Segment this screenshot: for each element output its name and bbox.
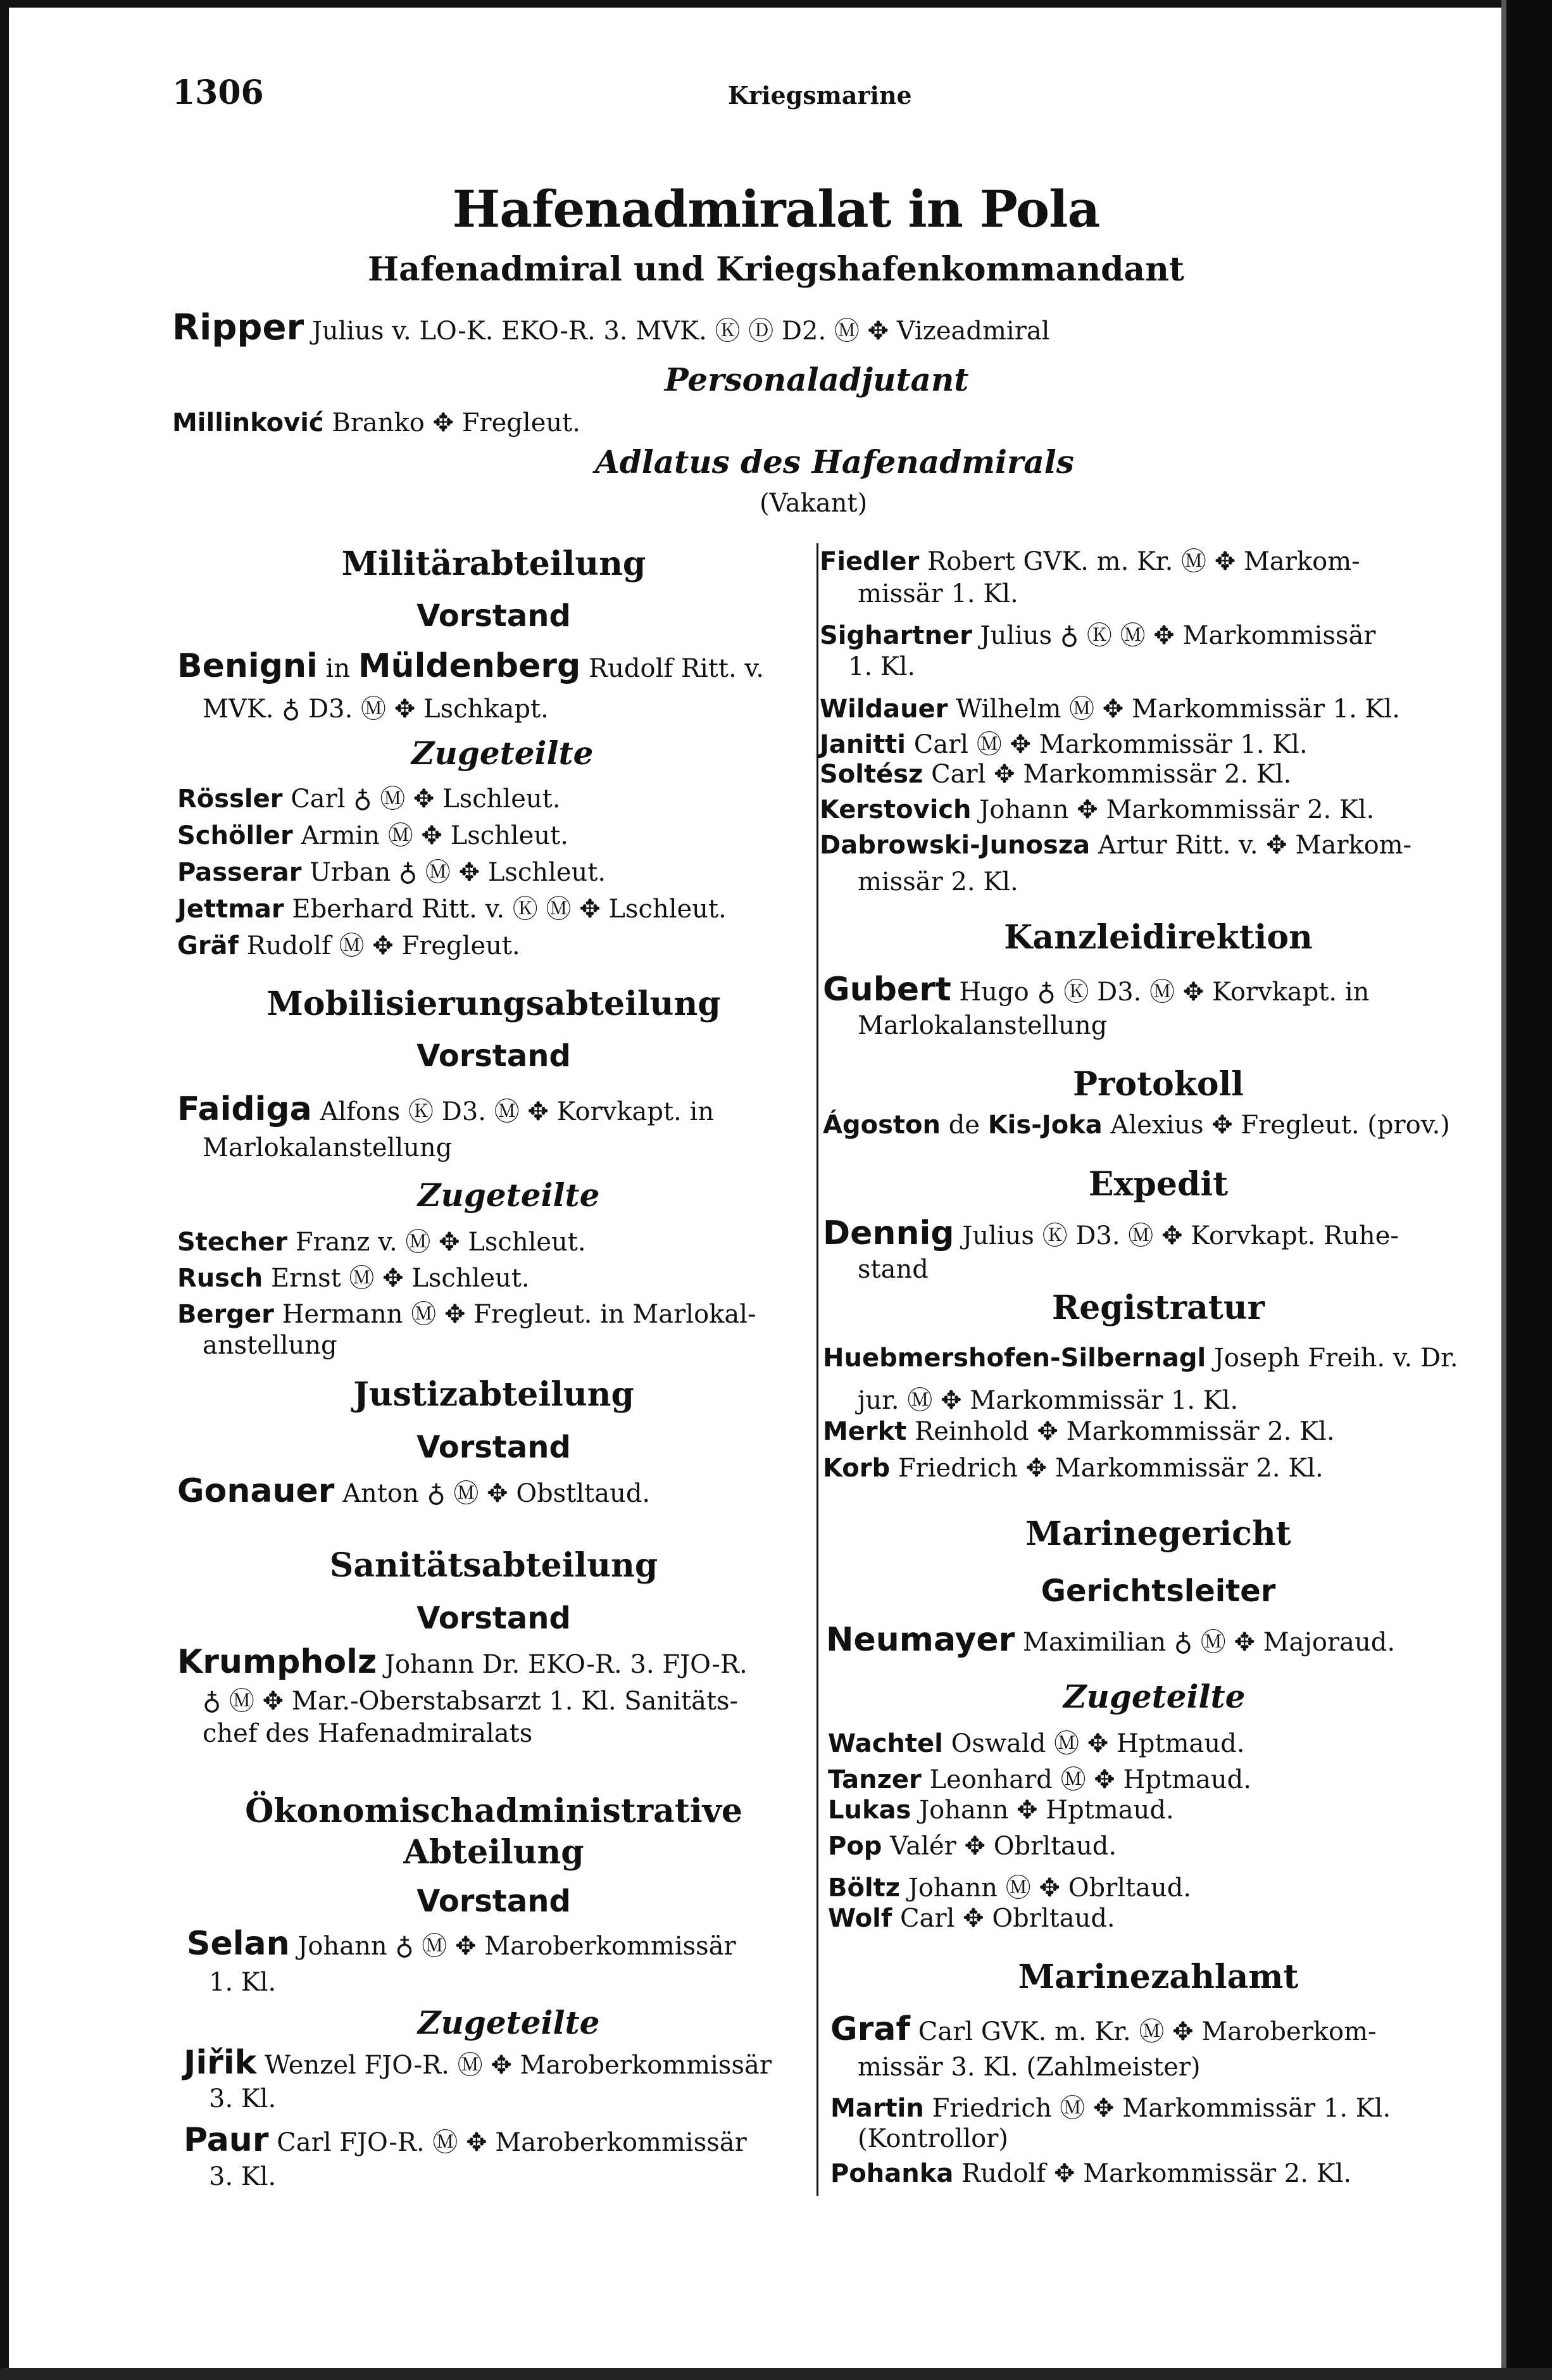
marinegericht-member-surname: Tanzer	[828, 1765, 922, 1794]
fiedler-line1	[820, 541, 1360, 577]
marinegericht-member-details: Johann ✥ Hptmaud.	[919, 1796, 1174, 1825]
registratur-e1-surname: Huebmershofen-Silbernagl	[823, 1344, 1206, 1373]
kanzlei-heading: Kanzleidirektion	[1004, 918, 1313, 957]
marinegericht-member-details: Leonhard Ⓜ ✥ Hptmaud.	[929, 1765, 1251, 1794]
markommissaer-surname: Kerstovich	[820, 795, 972, 824]
protokoll-surname2: Kis-Joka	[987, 1111, 1103, 1140]
marinegericht-member-row	[828, 1796, 1174, 1825]
protokoll-entry	[823, 1111, 1450, 1140]
sanitaet-head-line1	[177, 1643, 748, 1681]
mobil-member-row	[177, 1258, 530, 1294]
mobil-member-details: Hermann Ⓜ ✥ Fregleut. in Marlokal-	[282, 1300, 756, 1329]
militaer-member-surname: Schöller	[177, 821, 293, 850]
fiedler-surname: Fiedler	[820, 547, 920, 576]
admiral-entry	[172, 307, 1049, 348]
marinegericht-head-surname: Neumayer	[826, 1621, 1015, 1659]
page-title: Hafenadmiralat in Pola	[452, 179, 1100, 239]
page-subtitle: Hafenadmiral und Kriegshafenkommandant	[368, 250, 1184, 289]
sanitaet-head-rest: Johann Dr. EKO-R. 3. FJO-R.	[384, 1650, 748, 1679]
expedit-rest: Julius Ⓚ D3. Ⓜ ✥ Korvkapt. Ruhe-	[962, 1221, 1399, 1250]
militaer-member-details: Rudolf Ⓜ ✥ Fregleut.	[246, 931, 520, 960]
admiral-surname: Ripper	[172, 307, 304, 348]
dabrowski-line2: missär 2. Kl.	[858, 867, 1018, 897]
militaer-head-surname: Benigni	[177, 647, 318, 685]
markommissaer-row	[820, 760, 1291, 789]
militaer-head-line1	[177, 647, 764, 685]
sighartner-line2: 1. Kl.	[848, 652, 916, 681]
mobil-head-line1	[177, 1090, 714, 1128]
personaladjutant-surname: Millinković	[172, 408, 324, 438]
registratur-member-details: Friedrich ✥ Markommissär 2. Kl.	[898, 1454, 1324, 1483]
registratur-member-row	[823, 1417, 1335, 1446]
oekonom-member1-surname: Jiřik	[184, 2044, 257, 2082]
marinegericht-member-surname: Böltz	[828, 1873, 901, 1903]
sighartner-rest: Julius ♁ Ⓚ Ⓜ ✥ Markommissär	[980, 621, 1376, 650]
militaer-member-details: Eberhard Ritt. v. Ⓚ Ⓜ ✥ Lschleut.	[292, 895, 727, 924]
militaer-head-surname2: Müldenberg	[358, 647, 581, 685]
militaer-member-row	[177, 815, 568, 852]
scan-border-right-edge	[1501, 0, 1506, 2380]
mobil-member-continuation: anstellung	[203, 1331, 337, 1360]
column-divider	[817, 543, 818, 2196]
page-number: 1306	[172, 73, 264, 112]
protokoll-surname: Ágoston	[823, 1111, 941, 1140]
sanitaet-head-line3: chef des Hafenadmiralats	[203, 1719, 533, 1748]
zahlamt-e2-rest: Friedrich Ⓜ ✥ Markommissär 1. Kl.	[932, 2094, 1391, 2123]
militaer-member-row	[177, 852, 606, 888]
expedit-line1	[823, 1214, 1399, 1252]
oekonom-vorstand-label: Vorstand	[416, 1884, 571, 1919]
marinegericht-member-row	[828, 1760, 1251, 1796]
marinegericht-member-row	[828, 1832, 1117, 1861]
mobil-heading: Mobilisierungsabteilung	[266, 985, 721, 1023]
dabrowski-line1	[820, 831, 1411, 860]
militaer-member-details: Armin Ⓜ ✥ Lschleut.	[301, 821, 568, 850]
sighartner-surname: Sighartner	[820, 621, 972, 650]
marinegericht-zugeteilte-label: Zugeteilte	[1063, 1678, 1246, 1715]
registratur-e1-line1	[823, 1344, 1458, 1373]
markommissaer-row	[820, 795, 1374, 824]
militaer-zugeteilte-label: Zugeteilte	[411, 734, 594, 772]
personaladjutant-entry	[172, 408, 580, 438]
zahlamt-e3-rest: Rudolf ✥ Markommissär 2. Kl.	[961, 2159, 1352, 2188]
mobil-member-details: Franz v. Ⓜ ✥ Lschleut.	[295, 1228, 586, 1257]
zahlamt-e1-surname: Graf	[830, 2010, 911, 2048]
personaladjutant-details: Branko ✥ Fregleut.	[332, 408, 580, 438]
militaer-member-surname: Gräf	[177, 931, 239, 960]
scan-border-left	[0, 0, 9, 2380]
dabrowski-surname: Dabrowski-Junosza	[820, 831, 1091, 860]
marinegericht-heading: Marinegericht	[1025, 1514, 1291, 1553]
marinegericht-member-row	[828, 1723, 1244, 1760]
militaer-member-details: Carl ♁ Ⓜ ✥ Lschleut.	[291, 784, 561, 814]
registratur-member-row	[823, 1454, 1324, 1483]
kanzlei-line2: Marlokalanstellung	[858, 1011, 1108, 1040]
oekonom-member1-line2: 3. Kl.	[209, 2084, 277, 2113]
marinegericht-member-details: Johann Ⓜ ✥ Obrltaud.	[908, 1873, 1192, 1903]
militaer-head-line2: MVK. ♁ D3. Ⓜ ✥ Lschkapt.	[203, 695, 549, 724]
justiz-heading: Justizabteilung	[353, 1375, 634, 1414]
markommissaer-row	[820, 724, 1308, 760]
markommissaer-surname: Janitti	[820, 730, 906, 759]
militaer-member-row	[177, 779, 560, 815]
militaer-member-surname: Passerar	[177, 858, 302, 887]
registratur-member-surname: Korb	[823, 1454, 891, 1483]
kanzlei-line1	[823, 971, 1369, 1009]
scan-border-right	[1506, 0, 1552, 2380]
justiz-vorstand-label: Vorstand	[416, 1430, 571, 1465]
markommissaer-surname: Soltész	[820, 760, 923, 789]
oekonom-head-rest: Johann ♁ Ⓜ ✥ Maroberkommissär	[297, 1932, 736, 1961]
militaer-member-row	[177, 926, 520, 962]
zahlamt-e1-rest: Carl GVK. m. Kr. Ⓜ ✥ Maroberkom-	[918, 2017, 1377, 2046]
mobil-member-surname: Rusch	[177, 1264, 263, 1293]
marinegericht-head	[826, 1621, 1395, 1659]
oekonom-head-surname: Selan	[187, 1925, 290, 1963]
markommissaer-details: Wilhelm Ⓜ ✥ Markommissär 1. Kl.	[956, 695, 1400, 724]
scan-border-bottom	[0, 2368, 1552, 2380]
markommissaer-details: Johann ✥ Markommissär 2. Kl.	[979, 795, 1375, 824]
marinegericht-member-details: Oswald Ⓜ ✥ Hptmaud.	[951, 1729, 1245, 1758]
kanzlei-rest: Hugo ♁ Ⓚ D3. Ⓜ ✥ Korvkapt. in	[959, 978, 1370, 1007]
sanitaet-vorstand-label: Vorstand	[416, 1601, 571, 1636]
oekonom-heading-line1: Ökonomischadministrative	[245, 1792, 742, 1830]
registratur-heading: Registratur	[1051, 1288, 1265, 1327]
marinegericht-member-details: Carl ✥ Obrltaud.	[900, 1904, 1115, 1933]
kanzlei-surname: Gubert	[823, 971, 951, 1009]
militaer-member-surname: Rössler	[177, 784, 283, 814]
running-head: Kriegsmarine	[728, 81, 912, 110]
mobil-zugeteilte-label: Zugeteilte	[418, 1176, 600, 1214]
expedit-line2: stand	[858, 1255, 929, 1284]
zahlamt-e1-line2: missär 3. Kl. (Zahlmeister)	[858, 2053, 1201, 2082]
marinegericht-member-surname: Wolf	[828, 1904, 892, 1933]
sanitaet-head-line2: ♁ Ⓜ ✥ Mar.-Oberstabsarzt 1. Kl. Sanitäts-	[203, 1687, 739, 1716]
scan-border-top	[0, 0, 1552, 8]
oekonom-member2-surname: Paur	[184, 2121, 269, 2159]
registratur-e1-line2: jur. Ⓜ ✥ Markommissär 1. Kl.	[858, 1386, 1239, 1415]
mobil-head-surname: Faidiga	[177, 1090, 312, 1128]
adlatus-heading: Adlatus des Hafenadmirals	[595, 443, 1074, 481]
markommissaer-surname: Wildauer	[820, 695, 948, 724]
sanitaet-heading: Sanitätsabteilung	[329, 1546, 658, 1585]
oekonom-member1-line1	[184, 2044, 772, 2082]
fiedler-rest: Robert GVK. m. Kr. Ⓜ ✥ Markom-	[927, 547, 1360, 576]
zahlamt-heading: Marinezahlamt	[1018, 1958, 1299, 1996]
marinegericht-head-rest: Maximilian ♁ Ⓜ ✥ Majoraud.	[1023, 1628, 1396, 1657]
registratur-e1-rest: Joseph Freih. v. Dr.	[1213, 1344, 1458, 1373]
sighartner-line1	[820, 615, 1375, 652]
militaer-head-rest: Rudolf Ritt. v.	[589, 654, 764, 683]
protokoll-mid: de	[948, 1111, 980, 1140]
militaer-member-details: Urban ♁ Ⓜ ✥ Lschleut.	[310, 858, 606, 887]
fiedler-line2: missär 1. Kl.	[858, 579, 1018, 608]
zahlamt-e1-line1	[830, 2010, 1377, 2048]
admiral-details: Julius v. LO-K. EKO-R. 3. MVK. Ⓚ Ⓓ D2. Ⓜ ✥ Vizeadmiral	[311, 317, 1050, 346]
mobil-member-row	[177, 1222, 586, 1258]
marinegericht-member-surname: Lukas	[828, 1796, 911, 1825]
zahlamt-e2-surname: Martin	[830, 2094, 924, 2123]
justiz-head-rest: Anton ♁ Ⓜ ✥ Obstltaud.	[342, 1479, 651, 1508]
marinegericht-member-row	[828, 1868, 1191, 1904]
markommissaer-details: Carl Ⓜ ✥ Markommissär 1. Kl.	[913, 730, 1308, 759]
mobil-member-row	[177, 1294, 756, 1330]
oekonom-member1-rest: Wenzel FJO-R. Ⓜ ✥ Maroberkommissär	[264, 2051, 772, 2080]
militaer-head-in: in	[325, 654, 351, 683]
registratur-member-surname: Merkt	[823, 1417, 907, 1446]
expedit-surname: Dennig	[823, 1214, 954, 1252]
sanitaet-head-surname: Krumpholz	[177, 1643, 377, 1681]
expedit-heading: Expedit	[1088, 1165, 1229, 1204]
mobil-head-line2: Marlokalanstellung	[203, 1133, 453, 1162]
justiz-head-surname: Gonauer	[177, 1472, 335, 1510]
protokoll-rest: Alexius ✥ Fregleut. (prov.)	[1110, 1111, 1450, 1140]
mobil-member-surname: Stecher	[177, 1228, 288, 1257]
registratur-member-details: Reinhold ✥ Markommissär 2. Kl.	[915, 1417, 1335, 1446]
mobil-member-details: Ernst Ⓜ ✥ Lschleut.	[271, 1264, 530, 1293]
markommissaer-row	[820, 689, 1400, 725]
gerichtsleiter-label: Gerichtsleiter	[1041, 1573, 1276, 1609]
oekonom-heading-line2: Abteilung	[403, 1833, 584, 1872]
marinegericht-member-row	[828, 1904, 1115, 1933]
protokoll-heading: Protokoll	[1072, 1065, 1244, 1104]
zahlamt-e2-line1	[830, 2088, 1391, 2124]
marinegericht-member-surname: Pop	[828, 1832, 882, 1861]
mobil-head-rest: Alfons Ⓚ D3. Ⓜ ✥ Korvkapt. in	[320, 1097, 715, 1126]
justiz-head	[177, 1472, 650, 1510]
oekonom-zugeteilte-label: Zugeteilte	[418, 2004, 600, 2041]
marinegericht-member-surname: Wachtel	[828, 1729, 943, 1758]
zahlamt-e3	[830, 2159, 1351, 2188]
militaer-member-row	[177, 889, 727, 925]
oekonom-member2-line2: 3. Kl.	[209, 2162, 277, 2191]
militaer-vorstand-label: Vorstand	[416, 598, 571, 634]
militaer-member-surname: Jettmar	[177, 895, 284, 924]
oekonom-head-line1	[187, 1925, 736, 1963]
oekonom-head-line2: 1. Kl.	[209, 1968, 277, 1997]
mobil-vorstand-label: Vorstand	[416, 1038, 571, 1074]
zahlamt-e3-surname: Pohanka	[830, 2159, 954, 2188]
markommissaer-details: Carl ✥ Markommissär 2. Kl.	[931, 760, 1292, 789]
personaladjutant-heading: Personaladjutant	[665, 361, 969, 398]
marinegericht-member-details: Valér ✥ Obrltaud.	[890, 1832, 1117, 1861]
mobil-member-surname: Berger	[177, 1300, 274, 1329]
oekonom-member2-line1	[184, 2121, 747, 2159]
militaer-heading: Militärabteilung	[341, 545, 646, 583]
oekonom-member2-rest: Carl FJO-R. Ⓜ ✥ Maroberkommissär	[277, 2128, 747, 2157]
dabrowski-rest: Artur Ritt. v. ✥ Markom-	[1098, 831, 1412, 860]
zahlamt-e2-line2: (Kontrollor)	[858, 2124, 1008, 2153]
adlatus-note: (Vakant)	[760, 489, 868, 518]
